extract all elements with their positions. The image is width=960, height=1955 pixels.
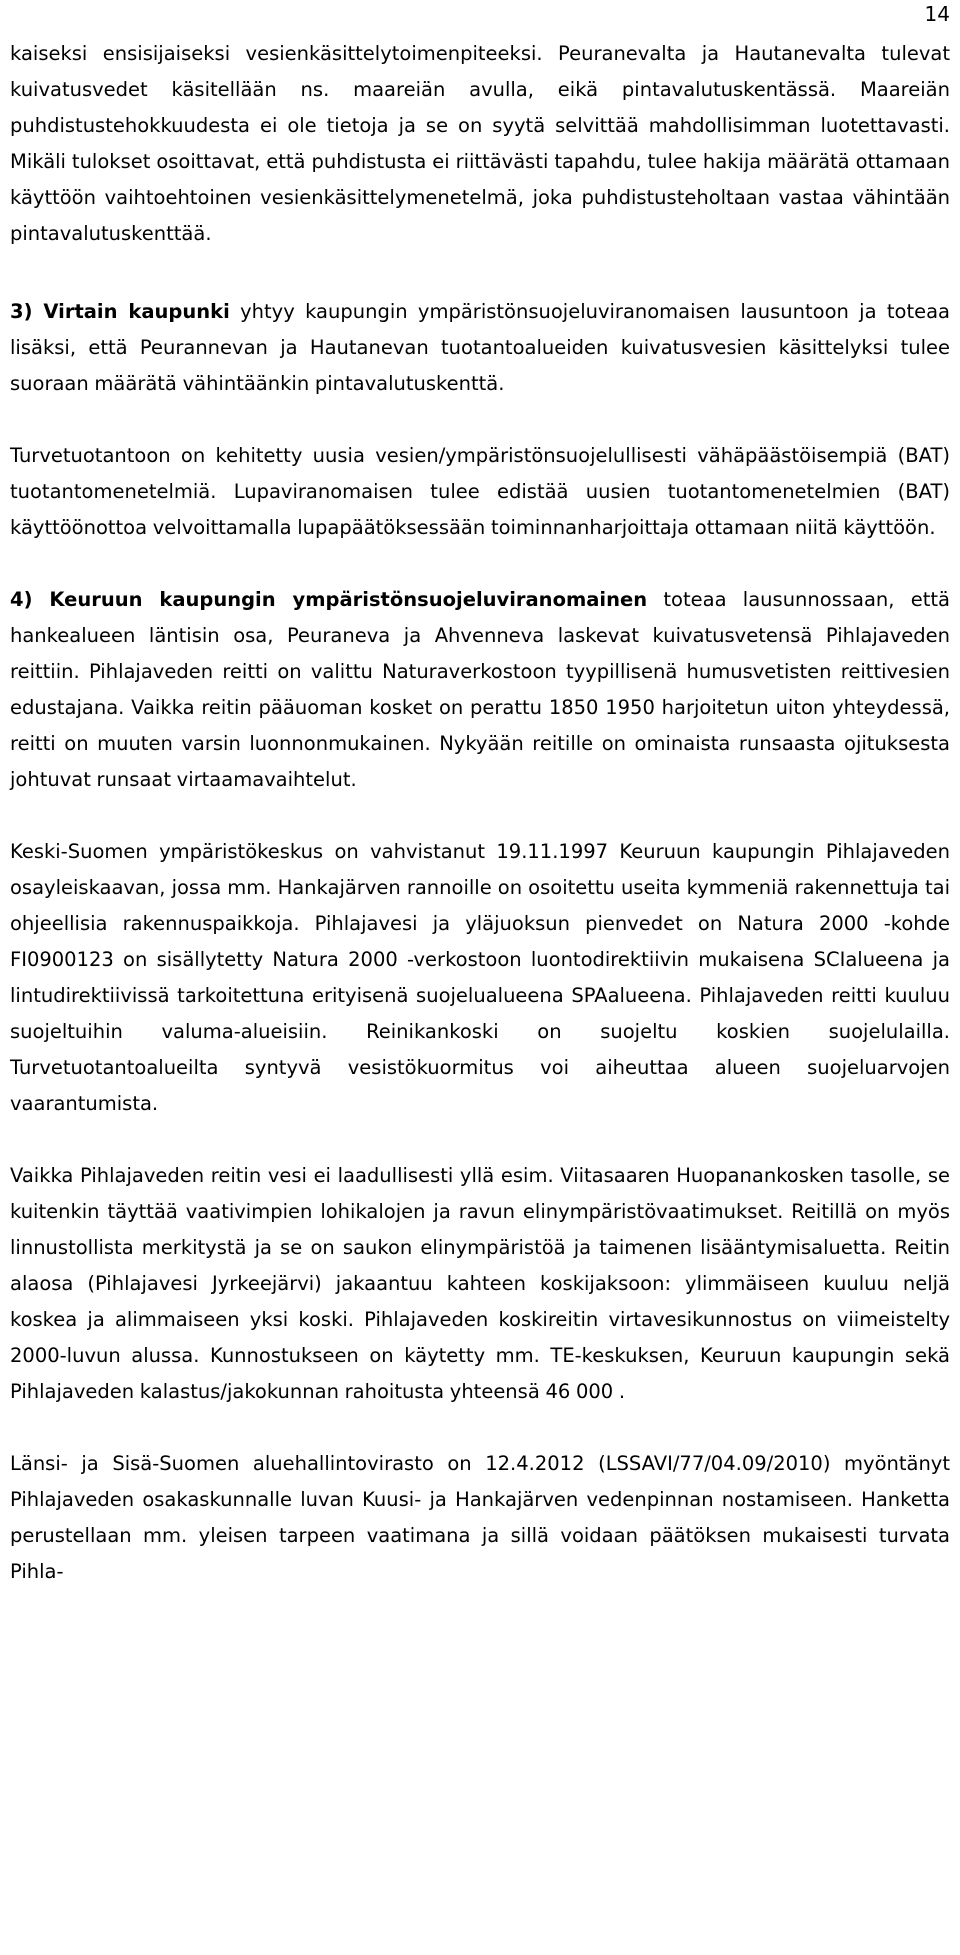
paragraph-pihlajaveden-water: Vaikka Pihlajaveden reitin vesi ei laadullisesti yllä esim. Viitasaaren Huopanankosken tasolle, se kuitenkin täyttää vaativimpien lohikalojen ja ravun elinympäristövaatimukset. Reitillä on myös linnustollista merkitystä ja se on saukon elinympäristöä ja taimenen lisääntymisaluetta. Reitin alaosa (Pihlajavesi Jyrkeejärvi) jakaantuu kahteen koskijaksoon: ylimmäiseen kuuluu neljä koskea ja alimmaiseen yksi koski. Pihlajaveden koskireitin virtavesikunnostus on viimeistelty 2000-luvun alussa. Kunnostukseen on käytetty mm. TE-keskuksen, Keuruun kaupungin sekä Pihlajaveden kalastus/jakokunnan rahoitusta yhteensä 46 000 . [10, 1164, 950, 1403]
paragraph-bat-methods: Turvetuotantoon on kehitetty uusia vesien/ympäristönsuojelullisesti vähäpäästöisempiä (BAT) tuotantomenetelmiä. Lupaviranomaisen tulee edistää uusien tuotantomenetelmien (BAT) käyttöönottoa velvoittamalla lupapäätöksessään toiminnanharjoittaja ottamaan niitä käyttöön. [10, 444, 950, 539]
paragraph-lead-virtain: 3) Virtain kaupunki [10, 300, 230, 323]
paragraph-lead-keuruu: 4) Keuruun kaupungin ympäristönsuojeluviranomainen [10, 588, 648, 611]
paragraph-1: kaiseksi ensisijaiseksi vesienkäsittelytoimenpiteeksi. Peuranevalta ja Hautanevalta tulevat kuivatusvedet käsitellään ns. maareiän avulla, eikä pintavalutuskentässä. Maareiän puhdistustehokkuudesta ei ole tietoja ja se on syytä selvittää mahdollisimman luotettavasti. Mikäli tulokset osoittavat, että puhdistusta ei riittävästi tapahdu, tulee hakija määrätä ottamaan käyttöön vaihtoehtoinen vesienkäsittelymenetelmä, joka puhdistusteholtaan vastaa vähintään pintavalutuskenttää. [10, 42, 950, 245]
paragraph-keuruu-statement [10, 582, 950, 798]
paragraph-keski-suomen: Keski-Suomen ympäristökeskus on vahvistanut 19.11.1997 Keuruun kaupungin Pihlajaveden osayleiskaavan, jossa mm. Hankajärven rannoille on osoitettu useita kymmeniä rakennettuja tai ohjeellisia rakennuspaikkoja. Pihlajavesi ja yläjuoksun pienvedet on Natura 2000 -kohde FI0900123 on sisällytetty Natura 2000 -verkostoon luontodirektiivin mukaisena SCIalueena ja lintudirektiivissä tarkoitettuna erityisenä suojelualueena SPAalueena. Pihlajaveden reitti kuuluu suojeltuihin valuma-alueisiin. Reinikankoski on suojeltu koskien suojelulailla. Turvetuotantoalueilta syntyvä vesistökuormitus voi aiheuttaa alueen suojeluarvojen vaarantumista. [10, 840, 950, 1115]
paragraph-virtain-statement [10, 294, 950, 402]
paragraph-body-keuruu: toteaa lausunnossaan, että hankealueen läntisin osa, Peuraneva ja Ahvenneva laskevat kuivatusvetensä Pihlajaveden reittiin. Pihlajaveden reitti on valittu Naturaverkostoon tyypillisenä humusvetisten reittivesien edustajana. Vaikka reitin pääuoman kosket on perattu 1850 1950 harjoitetun uiton yhteydessä, reitti on muuten varsin luonnonmukainen. Nykyään reitille on ominaista runsaasta ojituksesta johtuvat runsaat virtaamavaihtelut. [10, 588, 950, 791]
paragraph-body-virtain: yhtyy kaupungin ympäristönsuojeluviranomaisen lausuntoon ja toteaa lisäksi, että Peurannevan ja Hautanevan tuotantoalueiden kuivatusvesien käsittelyksi tulee suoraan määrätä vähintäänkin pintavalutuskenttä. [10, 300, 950, 395]
document-body [10, 36, 950, 1626]
paragraph-avi-permit: Länsi- ja Sisä-Suomen aluehallintovirasto on 12.4.2012 (LSSAVI/77/04.09/2010) myöntänyt Pihlajaveden osakaskunnalle luvan Kuusi- ja Hankajärven vedenpinnan nostamiseen. Hanketta perustellaan mm. yleisen tarpeen vaatimana ja sillä voidaan päätöksen mukaisesti turvata Pihla- [10, 1452, 950, 1583]
page-number: 14 [924, 2, 950, 26]
